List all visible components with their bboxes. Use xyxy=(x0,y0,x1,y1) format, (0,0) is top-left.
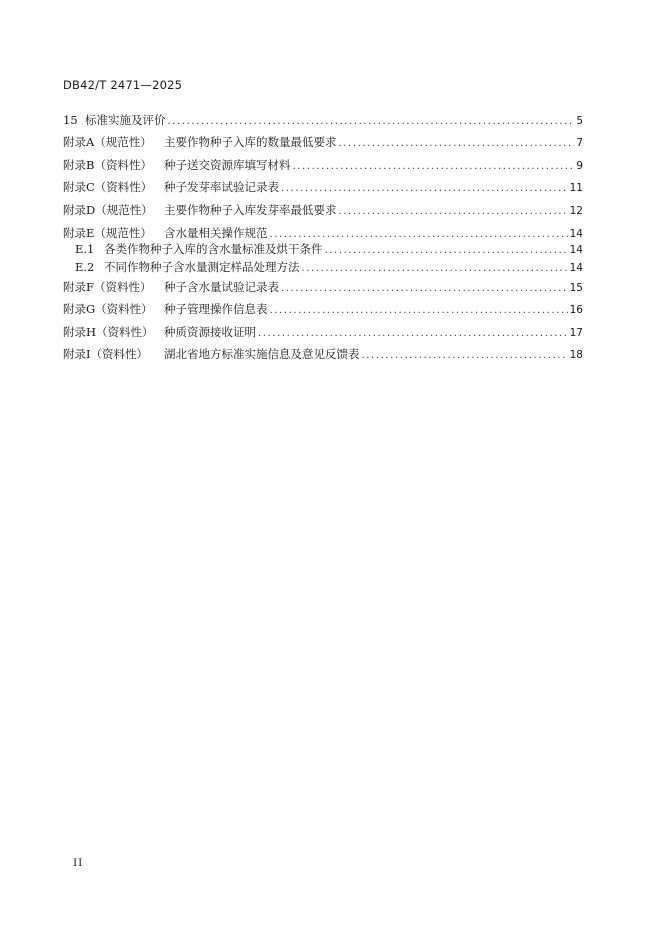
toc-entry-label: 附录A（规范性） xyxy=(63,135,152,149)
toc-entry-annex-g[interactable] xyxy=(63,301,583,317)
toc-entry-page: 17 xyxy=(569,327,583,339)
toc-entry-label: E.1 xyxy=(75,242,95,256)
toc-entry-label: E.2 xyxy=(75,260,95,274)
toc-entry-title: 主要作物种子入库发芽率最低要求 xyxy=(164,203,337,217)
toc-entry-label: 附录C（资料性） xyxy=(63,180,153,194)
toc-entry-title: 标准实施及评价 xyxy=(85,113,166,127)
toc-dot-leader xyxy=(362,348,568,364)
toc-dot-leader xyxy=(270,303,568,319)
toc-entry-page: 5 xyxy=(576,115,583,127)
toc-dot-leader xyxy=(325,243,568,259)
toc-entry-annex-i[interactable] xyxy=(63,346,583,362)
toc-entry-label: 15 xyxy=(63,113,78,127)
toc-entry-label: 附录B（资料性） xyxy=(63,158,152,172)
toc-entry-label: 附录H（资料性） xyxy=(63,325,154,339)
toc-entry-annex-e[interactable] xyxy=(63,225,583,241)
toc-entry-annex-a[interactable] xyxy=(63,134,583,150)
toc-entry-title: 种子管理操作信息表 xyxy=(164,302,268,316)
toc-entry-annex-b[interactable] xyxy=(63,157,583,173)
toc-entry-page: 14 xyxy=(569,244,583,256)
toc-entry-title: 主要作物种子入库的数量最低要求 xyxy=(164,135,337,149)
toc-dot-leader xyxy=(168,114,575,130)
toc-entry-label: 附录E（规范性） xyxy=(63,226,152,240)
document-code: DB42/T 2471—2025 xyxy=(63,78,183,92)
toc-entry-annex-h[interactable] xyxy=(63,324,583,340)
toc-entry-page: 7 xyxy=(576,137,583,149)
toc-dot-leader xyxy=(281,181,568,197)
toc-entry-label: 附录I（资料性） xyxy=(63,347,149,361)
toc-dot-leader xyxy=(339,204,568,220)
page-number: II xyxy=(73,857,84,869)
toc-entry-annex-d[interactable] xyxy=(63,202,583,218)
toc-entry-title: 种子发芽率试验记录表 xyxy=(164,180,279,194)
toc-entry-annex-c[interactable] xyxy=(63,179,583,195)
toc-entry-page: 12 xyxy=(569,205,583,217)
toc-entry-label: 附录D（规范性） xyxy=(63,203,153,217)
toc-entry-label: 附录F（资料性） xyxy=(63,280,152,294)
toc-entry-page: 11 xyxy=(569,182,583,194)
toc-entry-title: 含水量相关操作规范 xyxy=(164,226,268,240)
toc-entry-page: 14 xyxy=(569,228,583,240)
toc-entry-page: 9 xyxy=(576,160,583,172)
toc-dot-leader xyxy=(293,159,575,175)
toc-entry-page: 15 xyxy=(569,282,583,294)
toc-entry-title: 种质资源接收证明 xyxy=(164,325,256,339)
toc-entry-page: 18 xyxy=(569,349,583,361)
toc-entry-annex-f[interactable] xyxy=(63,279,583,295)
toc-dot-leader xyxy=(258,326,568,342)
toc-entry-label: 附录G（资料性） xyxy=(63,302,153,316)
toc-entry-page: 16 xyxy=(569,304,583,316)
toc-entry-title: 不同作物种子含水量测定样品处理方法 xyxy=(104,260,300,274)
toc-entry-title: 湖北省地方标准实施信息及意见反馈表 xyxy=(164,347,360,361)
toc-dot-leader xyxy=(302,261,568,277)
toc-dot-leader xyxy=(281,281,568,297)
toc-dot-leader xyxy=(339,136,575,152)
toc-entry-title: 种子含水量试验记录表 xyxy=(164,280,279,294)
toc-entry-title: 种子送交资源库填写材料 xyxy=(164,158,291,172)
toc-entry-e2[interactable] xyxy=(75,259,583,275)
toc-entry-page: 14 xyxy=(569,262,583,274)
toc-entry-e1[interactable] xyxy=(75,241,583,257)
toc-entry-clause-15[interactable] xyxy=(63,112,583,128)
toc-entry-title: 各类作物种子入库的含水量标准及烘干条件 xyxy=(104,242,323,256)
